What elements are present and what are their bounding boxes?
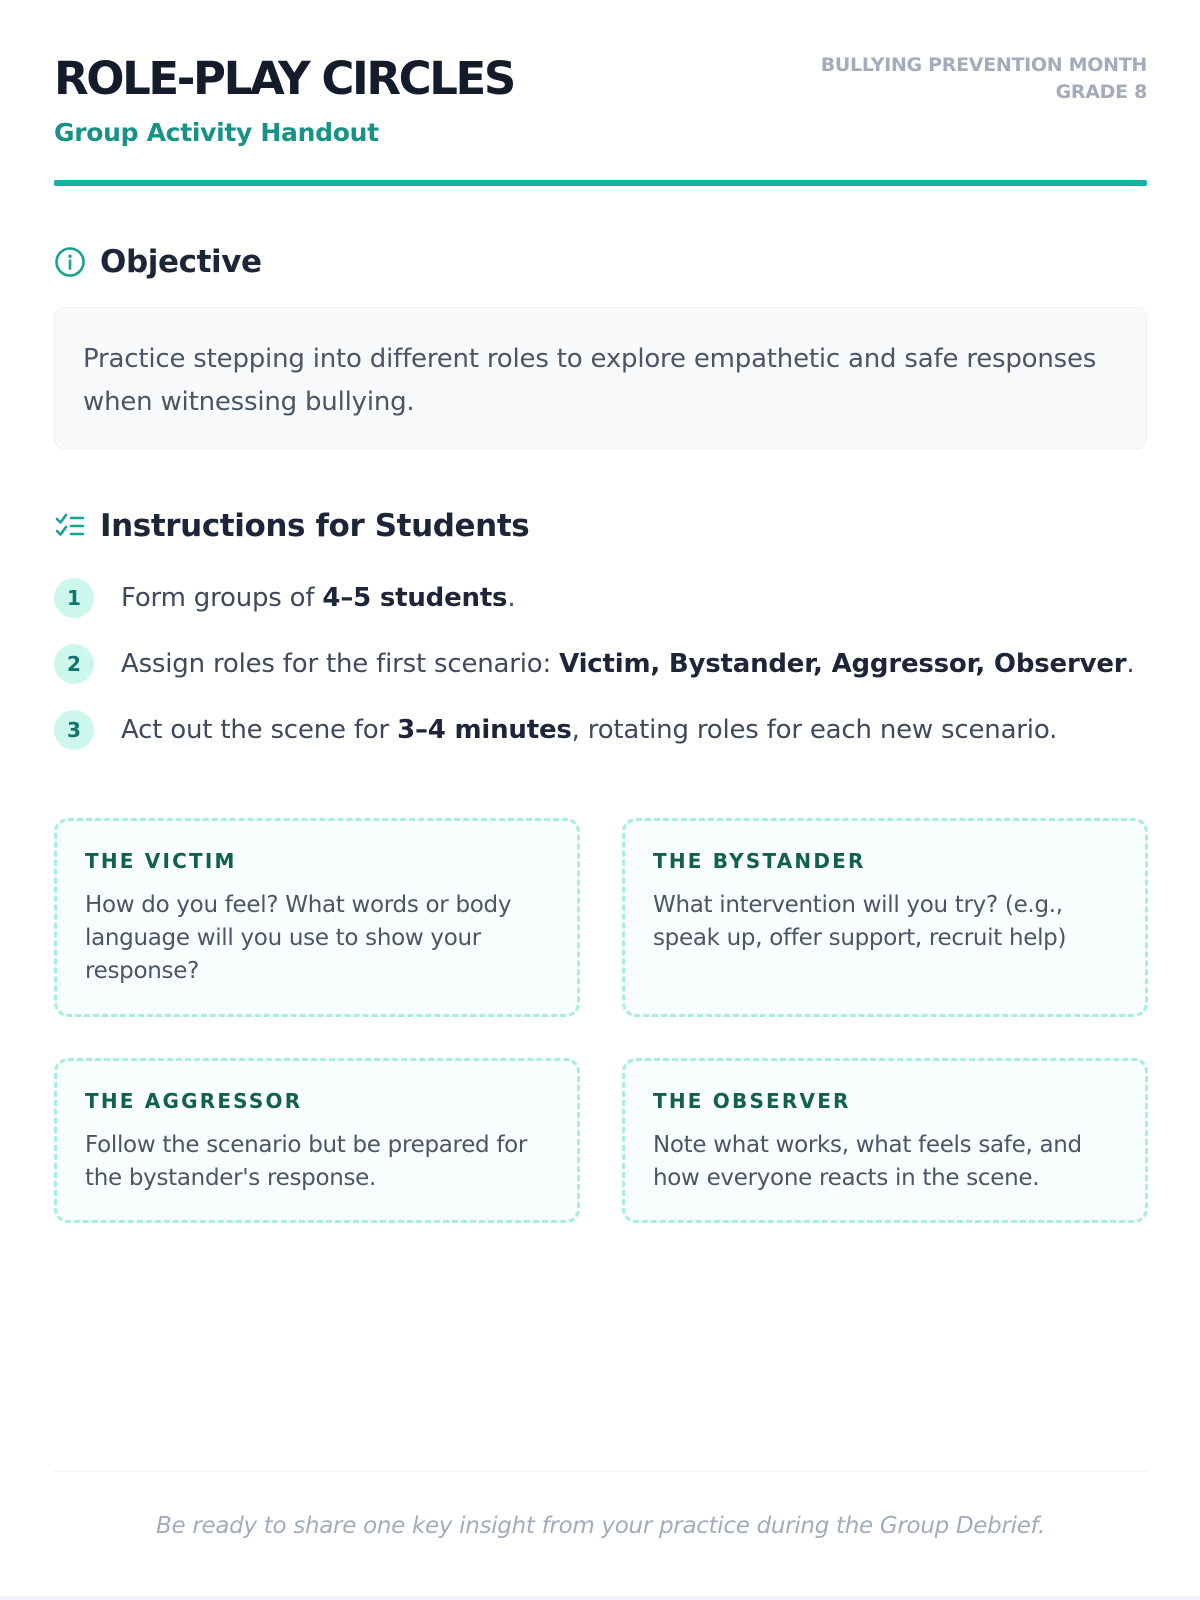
step-text: Assign roles for the first scenario: Victim, Bystander, Aggressor, Observer. <box>121 649 1135 679</box>
instructions-title: Instructions for Students <box>100 508 530 544</box>
role-prompt: How do you feel? What words or body language will you use to show your response? <box>85 892 512 984</box>
role-prompt: Follow the scenario but be prepared for the bystander's response. <box>85 1132 528 1191</box>
role-title: THE AGGRESSOR <box>85 1089 303 1113</box>
footer-note: Be ready to share one key insight from your practice during the Group Debrief. <box>156 1513 1045 1539</box>
step-text: Form groups of 4–5 students. <box>121 583 516 613</box>
objective-heading <box>54 244 262 280</box>
handout-page <box>54 0 1147 1600</box>
role-title: THE OBSERVER <box>653 1089 851 1113</box>
step-text: Act out the scene for 3–4 minutes, rotating roles for each new scenario. <box>121 715 1058 745</box>
step-number: 3 <box>54 710 94 750</box>
objective-title: Objective <box>100 244 262 280</box>
page-subtitle: Group Activity Handout <box>54 118 379 147</box>
page-bottom-edge <box>0 1596 1200 1600</box>
instructions-heading <box>54 508 529 544</box>
role-card-bystander <box>622 818 1148 1017</box>
header-meta <box>821 52 1147 106</box>
info-icon <box>54 245 88 279</box>
role-card-observer <box>622 1058 1148 1223</box>
role-title: THE VICTIM <box>85 849 237 873</box>
role-prompt: Note what works, what feels safe, and how everyone reacts in the scene. <box>653 1132 1082 1191</box>
page-title: ROLE-PLAY CIRCLES <box>54 52 514 105</box>
step-item <box>54 644 1134 684</box>
step-item <box>54 710 1057 750</box>
step-number: 2 <box>54 644 94 684</box>
footer-divider <box>54 1471 1147 1472</box>
role-card-aggressor <box>54 1058 580 1223</box>
step-item <box>54 578 515 618</box>
objective-text: Practice stepping into different roles to explore empathetic and safe responses when witnessing bullying. <box>54 307 1147 449</box>
checklist-icon <box>54 509 88 543</box>
role-title: THE BYSTANDER <box>653 849 866 873</box>
role-card-victim <box>54 818 580 1017</box>
step-number: 1 <box>54 578 94 618</box>
event-label: BULLYING PREVENTION MONTH <box>820 54 1147 76</box>
header-divider <box>54 180 1147 186</box>
role-prompt: What intervention will you try? (e.g., speak up, offer support, recruit help) <box>653 892 1067 951</box>
grade-label: GRADE 8 <box>1055 81 1147 103</box>
